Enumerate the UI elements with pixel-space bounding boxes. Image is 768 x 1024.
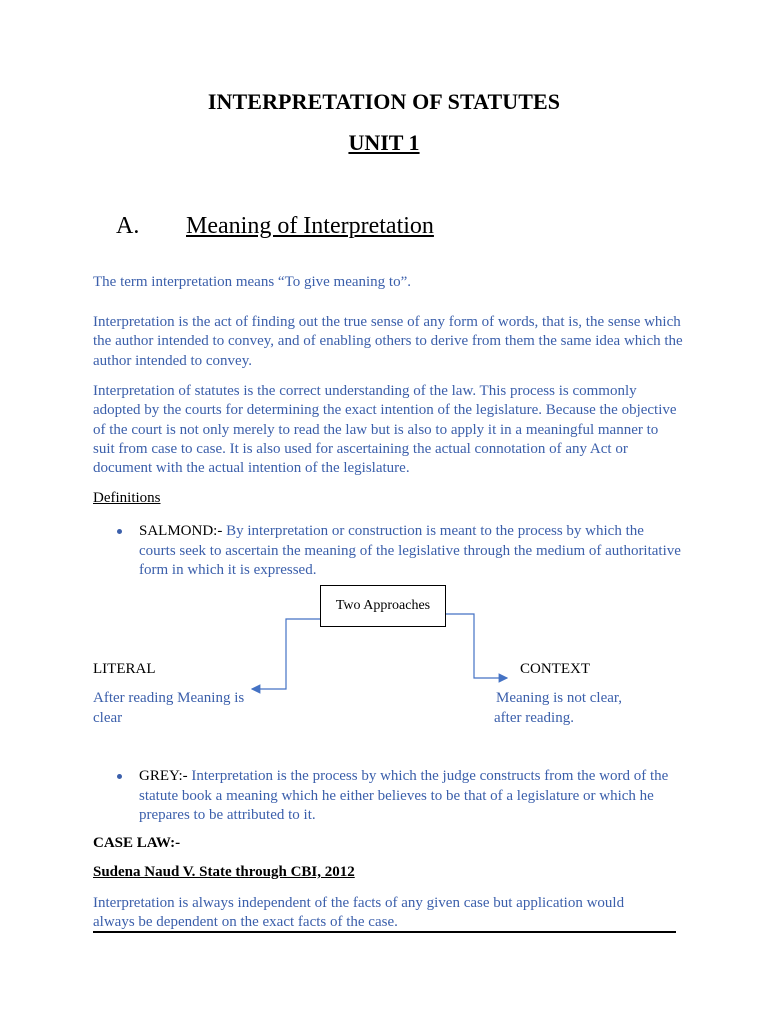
paragraph-interpretation-statutes: Interpretation of statutes is the correct understanding of the law. This process is commonly adopted by the courts for determining the exact intention of the legislature. Because the objective of the court is not only merely to read the law but is also to apply it in a meaningful manner to suit from case to case. It is also used for ascertaining the actual connotation of any Act or document with the actual intention of the legislature. — [93, 383, 677, 477]
two-approaches-box: Two Approaches — [320, 585, 446, 627]
arrow-to-context — [446, 614, 507, 678]
literal-description-line1: After reading Meaning is — [93, 690, 245, 706]
case-law-heading: CASE LAW:- — [93, 835, 181, 851]
definition-grey-text: Interpretation is the process by which the judge constructs from the word of the statute book a meaning which he either believes to be that of a legislature or which he prepares to be attributed to it. — [139, 768, 669, 824]
horizontal-rule — [93, 931, 676, 933]
arrow-to-literal — [252, 619, 320, 689]
paragraph-interpretation-act: Interpretation is the act of finding out the true sense of any form of words, that is, the sense which the author intended to convey, and of enabling others to derive from them the same idea which the author intended to convey. — [93, 314, 683, 369]
definition-salmond-text: By interpretation or construction is meant to the process by which the courts seek to ascertain the meaning of the legislative through the medium of authoritative form in which it is expressed. — [139, 523, 681, 579]
section-number: A. — [116, 213, 140, 239]
unit-heading: UNIT 1 — [348, 130, 420, 155]
section-title: Meaning of Interpretation — [186, 213, 434, 239]
definition-salmond-lead: SALMOND:- — [139, 523, 223, 539]
case-law-text: Interpretation is always independent of the facts of any given case but application would always be dependent on the exact facts of the case. — [93, 895, 625, 931]
paragraph-term-meaning: The term interpretation means “To give meaning to”. — [93, 274, 412, 290]
bullet-icon — [117, 774, 122, 779]
definition-grey-lead: GREY:- — [139, 768, 188, 784]
case-name: Sudena Naud V. State through CBI, 2012 — [93, 864, 355, 880]
context-description-line1: Meaning is not clear, — [496, 690, 623, 706]
literal-description-line2: clear — [93, 710, 123, 726]
document-title: INTERPRETATION OF STATUTES — [207, 89, 561, 114]
definitions-heading: Definitions — [93, 490, 161, 506]
literal-label: LITERAL — [93, 661, 156, 677]
definition-grey — [139, 767, 684, 826]
context-label: CONTEXT — [520, 661, 590, 677]
context-description-line2: after reading. — [494, 710, 574, 726]
